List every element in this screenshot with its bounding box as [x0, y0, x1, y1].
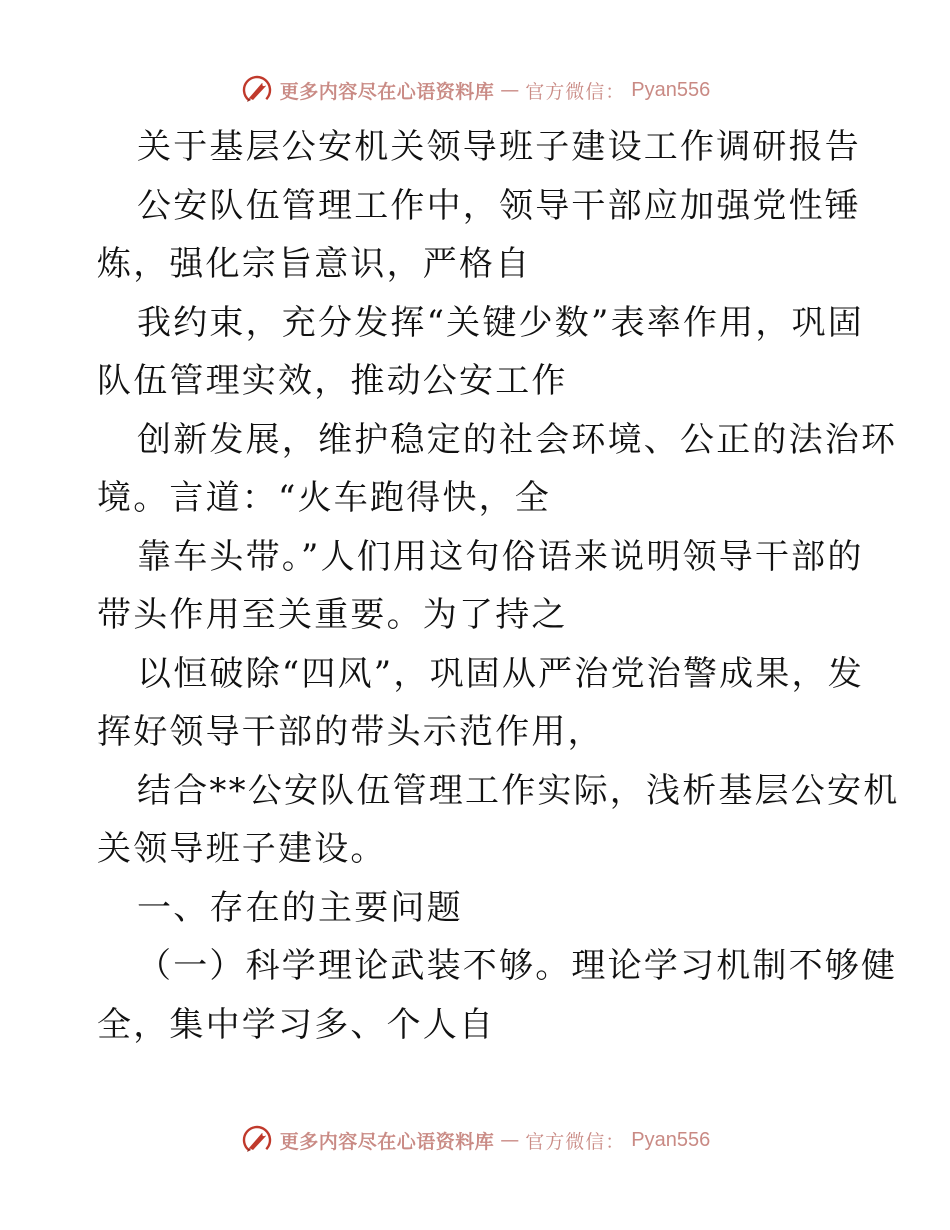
text-line: 创新发展，维护稳定的社会环境、公正的法治环 [137, 419, 898, 460]
text-line: 靠车头带。”人们用这句俗语来说明领导干部的 [137, 536, 864, 577]
watermark-brand-text: 更多内容尽在心语资料库 [279, 1130, 495, 1153]
document-body [97, 118, 900, 1054]
header-watermark [0, 70, 950, 110]
watermark-dash: — [500, 1129, 520, 1151]
document-title: 关于基层公安机关领导班子建设工作调研报告 [137, 127, 861, 167]
text-line: （一）科学理论武装不够。理论学习机制不够健 [137, 946, 898, 986]
watermark-wechat-id: Pyan556 [631, 78, 711, 101]
watermark-official-label: 官方微信： [525, 80, 626, 103]
text-line: 关领导班子建设。 [97, 829, 387, 869]
text-line: 以恒破除“四风”，巩固从严治党治警成果，发 [137, 653, 864, 694]
text-line: 公安队伍管理工作中，领导干部应加强党性锤 [137, 185, 861, 226]
text-line: 炼，强化宗旨意识，严格自 [97, 244, 532, 284]
text-line: 我约束，充分发挥“关键少数”表率作用，巩固 [137, 302, 864, 343]
pen-logo-icon [240, 73, 274, 107]
pen-logo-icon [240, 1123, 274, 1157]
watermark-wechat-id: Pyan556 [631, 1128, 711, 1151]
watermark-official-label: 官方微信： [525, 1130, 626, 1153]
footer-watermark [0, 1120, 950, 1160]
watermark-dash: — [500, 79, 520, 101]
text-line: 队伍管理实效，推动公安工作 [97, 361, 568, 401]
text-line: 结合**公安队伍管理工作实际，浅析基层公安机 [137, 770, 900, 811]
text-line: 带头作用至关重要。为了持之 [97, 595, 568, 635]
text-line: 挥好领导干部的带头示范作用， [97, 712, 604, 752]
text-line: 全，集中学习多、个人自 [97, 1004, 496, 1045]
text-line: 一、存在的主要问题 [137, 887, 463, 928]
text-line: 境。言道：“火车跑得快，全 [97, 478, 551, 518]
watermark-brand-text: 更多内容尽在心语资料库 [279, 80, 495, 103]
